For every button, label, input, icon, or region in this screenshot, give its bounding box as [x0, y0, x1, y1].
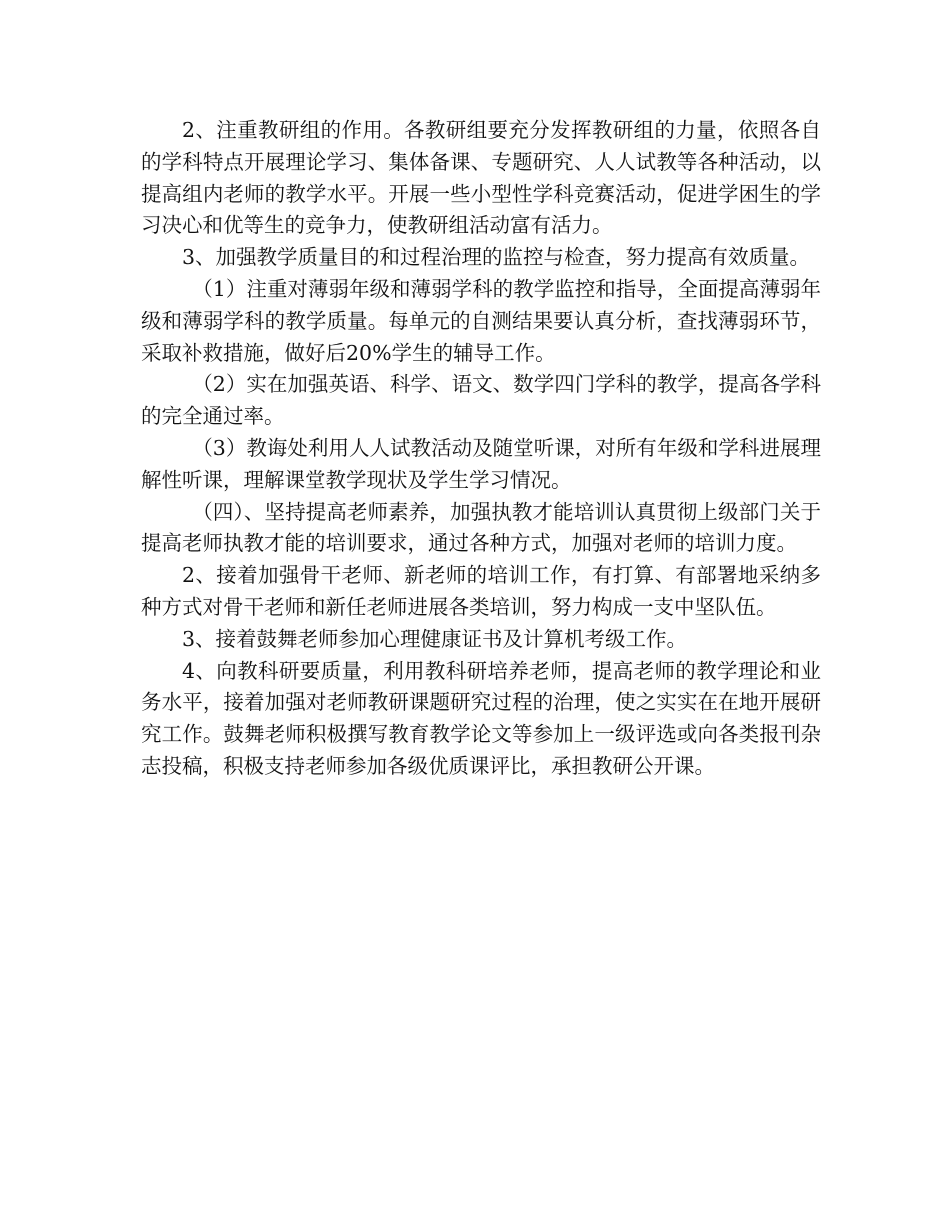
document-body — [141, 115, 821, 783]
paragraph-teacher-quality: （四）、坚持提高老师素养，加强执教才能培训认真贯彻上级部门关于提高老师执教才能的培训要求，通过各种方式，加强对老师的培训力度。 — [141, 499, 821, 556]
paragraph-teacher-training: 2、接着加强骨干老师、新老师的培训工作，有打算、有部署地采纳多种方式对骨干老师和新任老师进展各类培训，努力构成一支中坚队伍。 — [141, 563, 821, 619]
paragraph-four-subjects: （2）实在加强英语、科学、语文、数学四门学科的教学，提高各学科的完全通过率。 — [141, 372, 821, 429]
paragraph-weak-subjects: （1）注重对薄弱年级和薄弱学科的教学监控和指导，全面提高薄弱年级和薄弱学科的教学质量。每单元的自测结果要认真分析，查找薄弱环节，采取补救措施，做好后20%学生的辅导工作。 — [141, 276, 821, 365]
paragraph-teaching-group-role: 2、注重教研组的作用。各教研组要充分发挥教研组的力量，依照各自的学科特点开展理论学习、集体备课、专题研究、人人试教等各种活动，以提高组内老师的教学水平。开展一些小型性学科竞赛活动，促进学困生的学习决心和优等生的竞争力，使教研组活动富有活力。 — [141, 118, 821, 238]
paragraph-certificates: 3、接着鼓舞老师参加心理健康证书及计算机考级工作。 — [182, 626, 688, 651]
paragraph-research-quality: 4、向教科研要质量，利用教科研培养老师，提高老师的教学理论和业务水平，接着加强对老师教研课题研究过程的治理，使之实实在在地开展研究工作。鼓舞老师积极撰写教育教学论文等参加上一级评选或向各类报刊杂志投稿，积极支持老师参加各级优质课评比，承担教研公开课。 — [141, 658, 821, 778]
paragraph-class-observation: （3）教诲处利用人人试教活动及随堂听课，对所有年级和学科进展理解性听课，理解课堂教学现状及学生学习情况。 — [141, 435, 821, 492]
paragraph-quality-monitoring: 3、加强教学质量目的和过程治理的监控与检查，努力提高有效质量。 — [182, 245, 811, 270]
